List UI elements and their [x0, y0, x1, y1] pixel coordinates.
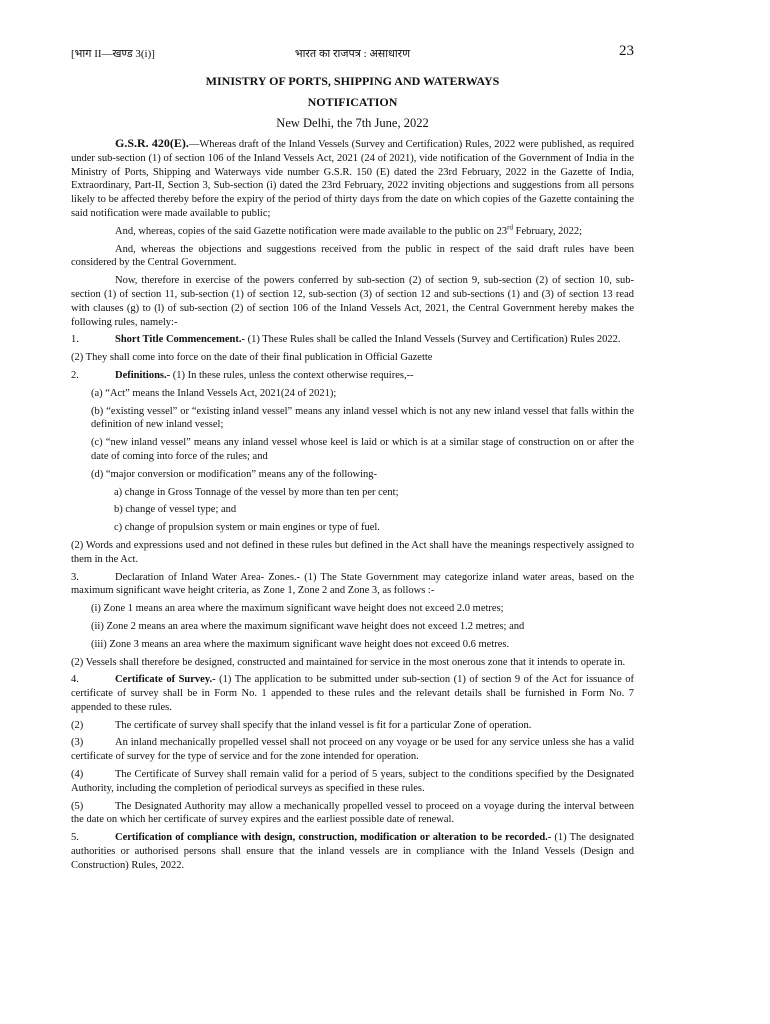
sub-rule-number: (5)	[71, 800, 84, 812]
sub-rule-text: The certificate of survey shall specify that the inland vessel is fit for a particular Zone of operation.	[115, 719, 532, 731]
place-date: New Delhi, the 7th June, 2022	[276, 116, 429, 130]
rule-text: (1) In these rules, unless the context otherwise requires,--	[170, 369, 414, 381]
rule-title: Definitions.-	[115, 369, 171, 381]
rule-4-sub-3	[71, 736, 634, 764]
rule-2	[71, 369, 634, 383]
rule-text: (1) These Rules shall be called the Inland Vessels (Survey and Certification) Rules 2022.	[244, 334, 621, 346]
preamble-paragraph-2	[71, 225, 634, 239]
sub-rule-text: The Designated Authority may allow a mechanically propelled vessel to proceed on a voyage during the interval between the date on which her certificate of survey expires and the earliest possible date of renewal.	[71, 800, 634, 826]
page-header	[71, 44, 634, 64]
rule-number: 2.	[71, 369, 79, 381]
definition-d-c: c) change of propulsion system or main engines or type of fuel.	[114, 522, 380, 534]
definition-b: (b) “existing vessel” or “existing inland vessel” means any inland vessel which is not any new inland vessel that falls within the definition of new inland vessel;	[91, 405, 634, 431]
rule-1-sub-2: (2) They shall come into force on the date of their final publication in Official Gazette	[71, 352, 433, 364]
rule-text: (1) The application to be submitted under sub-section (1) of section 9 of the Act for issuance of certificate of survey shall be in Form No. 1 appended to these rules and the relevant details shall be furnished in Form No. 7 appended to these rules.	[71, 674, 634, 713]
sub-rule-number: (2)	[71, 719, 84, 731]
definition-d-a: a) change in Gross Tonnage of the vessel by more than ten per cent;	[114, 486, 399, 498]
sub-rule-text: The Certificate of Survey shall remain valid for a period of 5 years, subject to the conditions specified by the Designated Authority, including the completion of periodical surveys as specified in these rules.	[71, 769, 634, 794]
rule-title: Certification of compliance with design, construction, modification or alteration to be recorded.-	[115, 832, 552, 844]
rule-title: Short Title Commencement.-	[115, 334, 245, 346]
ministry-heading: MINISTRY OF PORTS, SHIPPING AND WATERWAYS	[205, 74, 500, 88]
rule-3-sub-2: (2) Vessels shall therefore be designed, constructed and maintained for service in the most onerous zone that it intends to operate in.	[71, 656, 626, 668]
rule-2-sub-2: (2) Words and expressions used and not defined in these rules but defined in the Act shall have the meanings respectively assigned to them in the Act.	[71, 539, 634, 565]
page-number: 23	[619, 43, 634, 59]
rule-5	[71, 831, 634, 872]
sub-rule-number: (3)	[71, 737, 84, 749]
rule-number: 4.	[71, 674, 79, 686]
part-section-label: [भाग II—खण्ड 3(i)]	[71, 48, 155, 60]
sub-rule-text: An inland mechanically propelled vessel shall not proceed on any voyage or be used for any service unless she has a valid certificate of survey for the type of service and for the zone intended for operation.	[71, 737, 634, 763]
rule-number: 3.	[71, 571, 79, 583]
rule-title: Certificate of Survey.-	[115, 674, 216, 686]
zone-2: (ii) Zone 2 means an area where the maximum significant wave height does not exceed 1.2 metres; and	[91, 620, 525, 632]
zone-1: (i) Zone 1 means an area where the maximum significant wave height does not exceed 2.0 metres;	[91, 603, 504, 615]
rule-number: 1.	[71, 334, 79, 346]
rule-number: 5.	[71, 832, 79, 844]
rule-4-sub-4	[71, 768, 634, 796]
rule-3	[71, 571, 634, 599]
preamble-paragraph-4: Now, therefore in exercise of the powers conferred by sub-section (2) of section 9, sub-section (2) of section 10, sub-section (1) of section 11, sub-section (1) of section 12, sub-section (3) of section 12 and sub-sections (1) and (3) of section 13 read with clauses (g) to (l) of sub-section (2) of section 106 of the Inland Vessels Act, 2021, the Central Government hereby makes the following rules, namely:-	[71, 275, 634, 328]
preamble-2-text-end: February, 2022;	[513, 225, 583, 237]
sub-rule-number: (4)	[71, 769, 84, 781]
rule-text: Declaration of Inland Water Area- Zones.- (1) The State Government may categorize inland water areas, based on the maximum significant wave height criteria, as Zone 1, Zone 2 and Zone 3, as follows :-	[71, 571, 634, 597]
notification-heading: NOTIFICATION	[307, 95, 398, 109]
rule-1	[71, 333, 634, 347]
ordinal-suffix: rd	[507, 223, 513, 232]
rule-4	[71, 673, 634, 714]
definition-d: (d) “major conversion or modification” means any of the following-	[91, 468, 378, 480]
rule-4-sub-2	[71, 719, 634, 733]
gazette-title: भारत का राजपत्र : असाधारण	[294, 48, 411, 60]
preamble-2-text: And, whereas, copies of the said Gazette notification were made available to the public on 23	[115, 225, 508, 237]
preamble-paragraph-3: And, whereas the objections and suggestions received from the public in respect of the said draft rules have been considered by the Central Government.	[71, 243, 634, 269]
definition-a: (a) “Act” means the Inland Vessels Act, 2021(24 of 2021);	[91, 387, 337, 399]
rule-4-sub-5	[71, 800, 634, 828]
gsr-text: —Whereas draft of the Inland Vessels (Survey and Certification) Rules, 2022 were published, as required under sub-section (1) of section 106 of the Inland Vessels Act, 2021 (24 of 2021), vide notification of the Government of India in the Ministry of Ports, Shipping and Waterways vide number G.S.R. 150 (E) dated the 23rd February, 2022 in the Gazette of India, Extraordinary, Part-II, Section 3, Sub-section (i) dated the 23rd February, 2022 inviting objections and suggestions from all persons likely to be affected thereby before the expiry of the period of thirty days from the date on which copies of the Gazette containing the said notification were made available to public;	[71, 139, 634, 219]
zone-3: (iii) Zone 3 means an area where the maximum significant wave height does not exceed 0.6 metres.	[91, 638, 510, 650]
gsr-label: G.S.R. 420(E).	[115, 136, 189, 150]
rule-text: (1) The designated authorities or authorised persons shall ensure that the inland vessels are in compliance with the Inland Vessels (Design and Construction) Rules, 2022.	[71, 832, 634, 871]
definition-c: (c) “new inland vessel” means any inland vessel whose keel is laid or which is at a similar stage of construction on or after the date of coming into force of the rules; and	[91, 437, 634, 462]
gazette-page	[71, 44, 634, 877]
definition-d-b: b) change of vessel type; and	[114, 504, 237, 516]
gsr-paragraph	[71, 137, 634, 221]
